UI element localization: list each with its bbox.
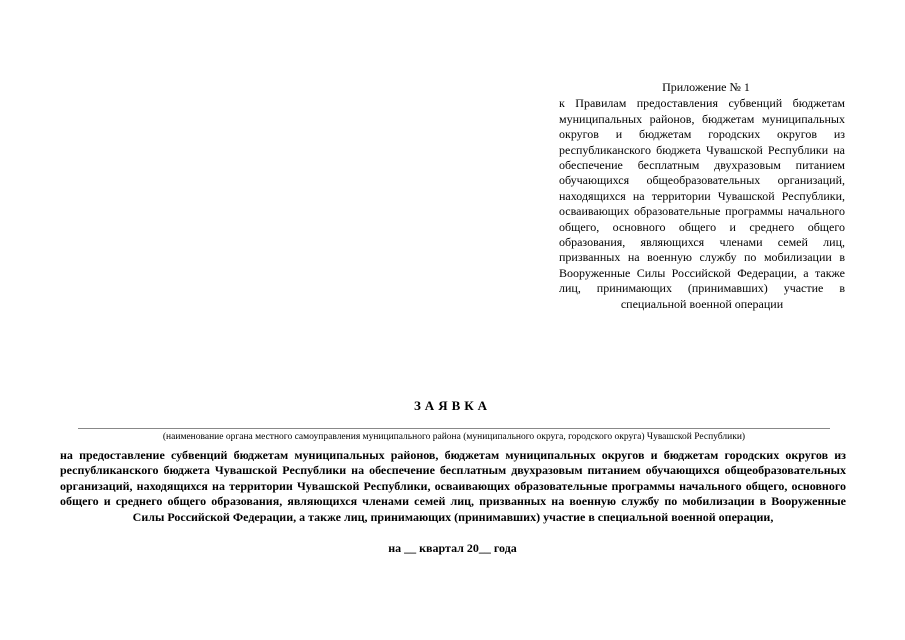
application-purpose: на предоставление субвенций бюджетам муниципальных районов, бюджетам муниципальных округов и бюджетам городских округов из республиканского бюджета Чувашской Республики на обеспечение бесплатным двухразовым питанием обучающихся общеобразовательных организаций, находящихся на территории Чувашской Республики, осваивающих образовательные программы начального общего, основного общего и среднего общего образования, являющихся членами семей лиц, призванных на военную службу по мобилизации в Вооруженные Силы Российской Федерации, а также лиц, принимающих (принимавших) участие в специальной военной операции, — [60, 448, 846, 524]
application-period: на __ квартал 20__ года — [388, 541, 517, 555]
appendix-title: Приложение № 1 — [662, 80, 750, 94]
appendix-block — [559, 80, 845, 312]
appendix-body: к Правилам предоставления субвенций бюджетам муниципальных районов, бюджетам муниципальных округов и бюджетам городских округов из республиканского бюджета Чувашской Республики на обеспечение бесплатным двухразовым питанием обучающихся общеобразовательных организаций, находящихся на территории Чувашской Республики, осваивающих образовательные программы начального общего, основного общего и среднего общего образования, являющихся членами семей лиц, призванных на военную службу по мобилизации в Вооруженные Силы Российской Федерации, а также лиц, принимающих (принимавших) участие в специальной военной операции — [559, 96, 845, 311]
application-title: ЗАЯВКА — [413, 398, 492, 413]
organization-name-caption: (наименование органа местного самоуправления муниципального района (муниципального округа, городского округа) Чувашской Республики) — [78, 428, 830, 443]
